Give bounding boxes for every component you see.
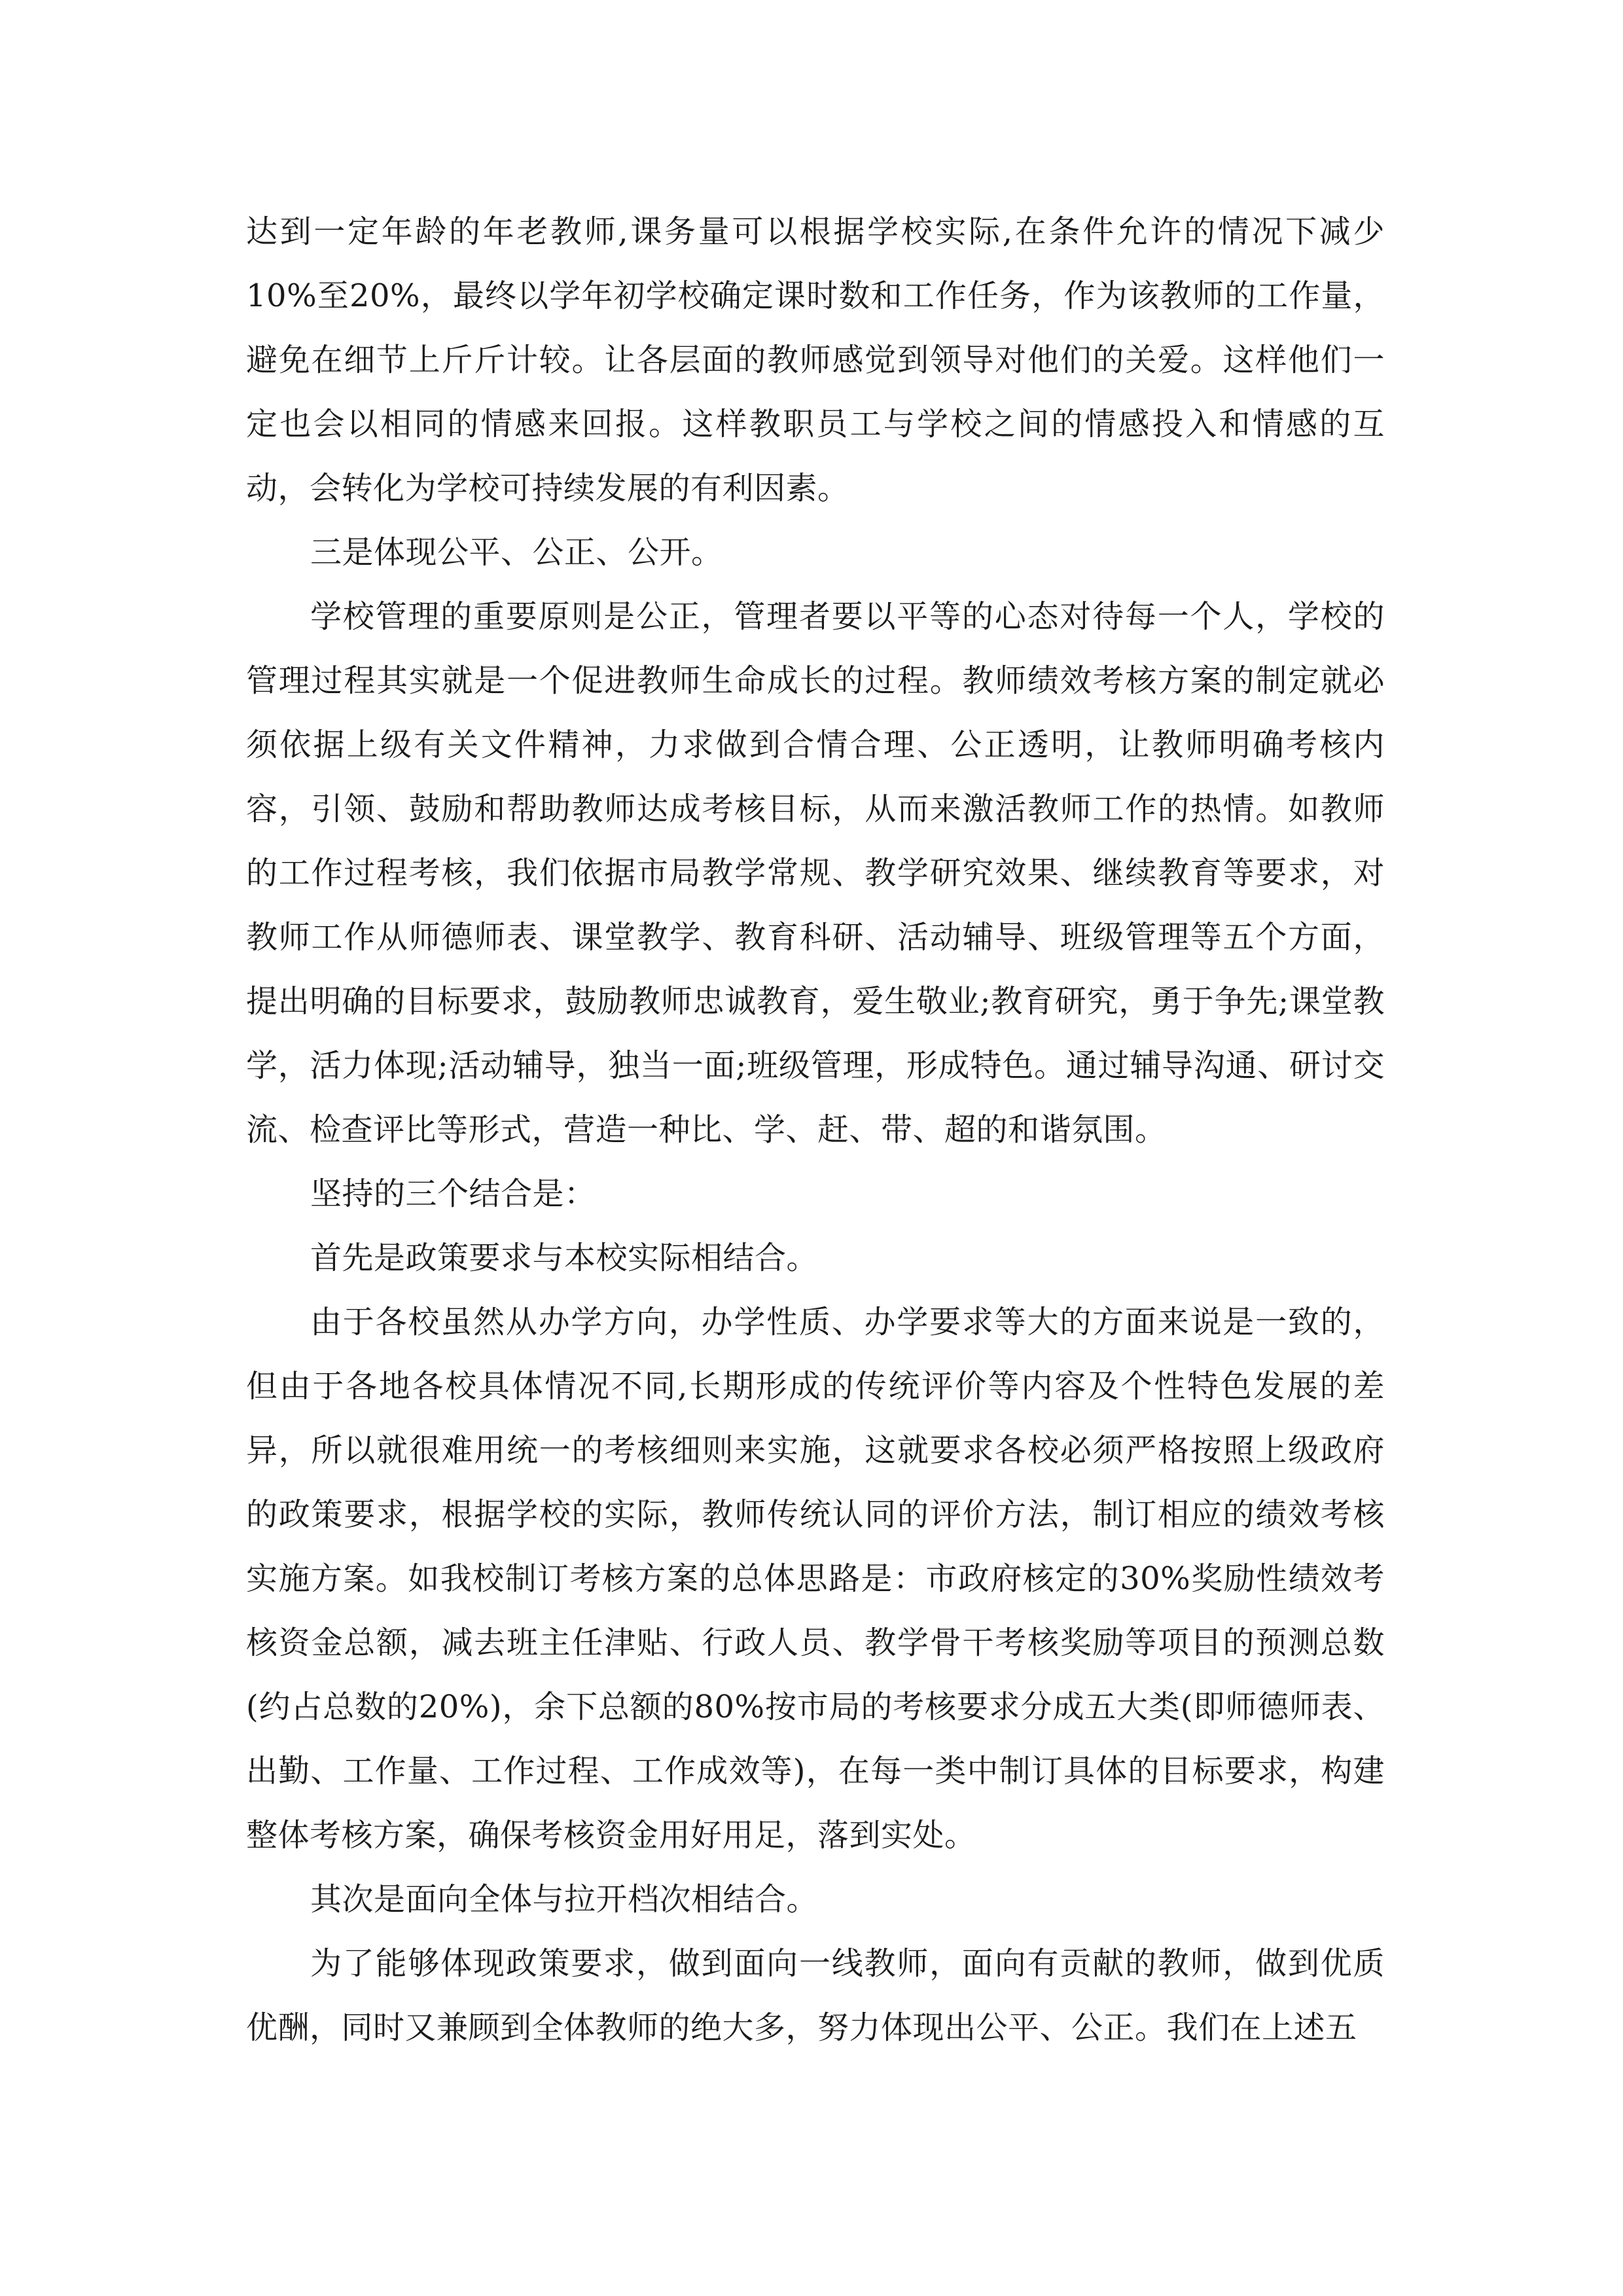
- paragraph-three-combinations: 坚持的三个结合是：: [310, 1175, 596, 1212]
- document-body: [246, 200, 1385, 2060]
- paragraph-continuation: 达到一定年龄的年老教师,课务量可以根据学校实际,在条件允许的情况下减少10%至20%，最终以学年初学校确定课时数和工作任务，作为该教师的工作量，避免在细节上斤斤计较。让各层面的教师感觉到领导对他们的关爱。这样他们一定也会以相同的情感来回报。这样教职员工与学校之间的情感投入和情感的互动，会转化为学校可持续发展的有利因素。: [246, 213, 1385, 507]
- paragraph-fairness-detail: 学校管理的重要原则是公正，管理者要以平等的心态对待每一个人，学校的管理过程其实就是一个促进教师生命成长的过程。教师绩效考核方案的制定就必须依据上级有关文件精神，力求做到合情合理、公正透明，让教师明确考核内容，引领、鼓励和帮助教师达成考核目标，从而来激活教师工作的热情。如教师的工作过程考核，我们依据市局教学常规、教学研究效果、继续教育等要求，对教师工作从师德师表、课堂教学、教育科研、活动辅导、班级管理等五个方面，提出明确的目标要求，鼓励教师忠诚教育，爱生敬业;教育研究，勇于争先;课堂教学，活力体现;活动辅导，独当一面;班级管理，形成特色。通过辅导沟通、研讨交流、检查评比等形式，营造一种比、学、赶、带、超的和谐氛围。: [246, 598, 1385, 1148]
- paragraph-heading-fairness: 三是体现公平、公正、公开。: [310, 534, 723, 571]
- paragraph-second-combination-detail: 为了能够体现政策要求，做到面向一线教师，面向有贡献的教师，做到优质优酬，同时又兼顾到全体教师的绝大多，努力体现出公平、公正。我们在上述五: [246, 1945, 1385, 2046]
- paragraph-first-combination-detail: 由于各校虽然从办学方向，办学性质、办学要求等大的方面来说是一致的，但由于各地各校具体情况不同,长期形成的传统评价等内容及个性特色发展的差异，所以就很难用统一的考核细则来实施，这就要求各校必须严格按照上级政府的政策要求，根据学校的实际，教师传统认同的评价方法，制订相应的绩效考核实施方案。如我校制订考核方案的总体思路是：市政府核定的30%奖励性绩效考核资金总额，减去班主任津贴、行政人员、教学骨干考核奖励等项目的预测总数(约占总数的20%)，余下总额的80%按市局的考核要求分成五大类(即师德师表、出勤、工作量、工作过程、工作成效等)，在每一类中制订具体的目标要求，构建整体考核方案，确保考核资金用好用足，落到实处。: [246, 1304, 1385, 1854]
- paragraph-first-combination: 首先是政策要求与本校实际相结合。: [310, 1240, 819, 1276]
- paragraph-second-combination: 其次是面向全体与拉开档次相结合。: [310, 1881, 819, 1918]
